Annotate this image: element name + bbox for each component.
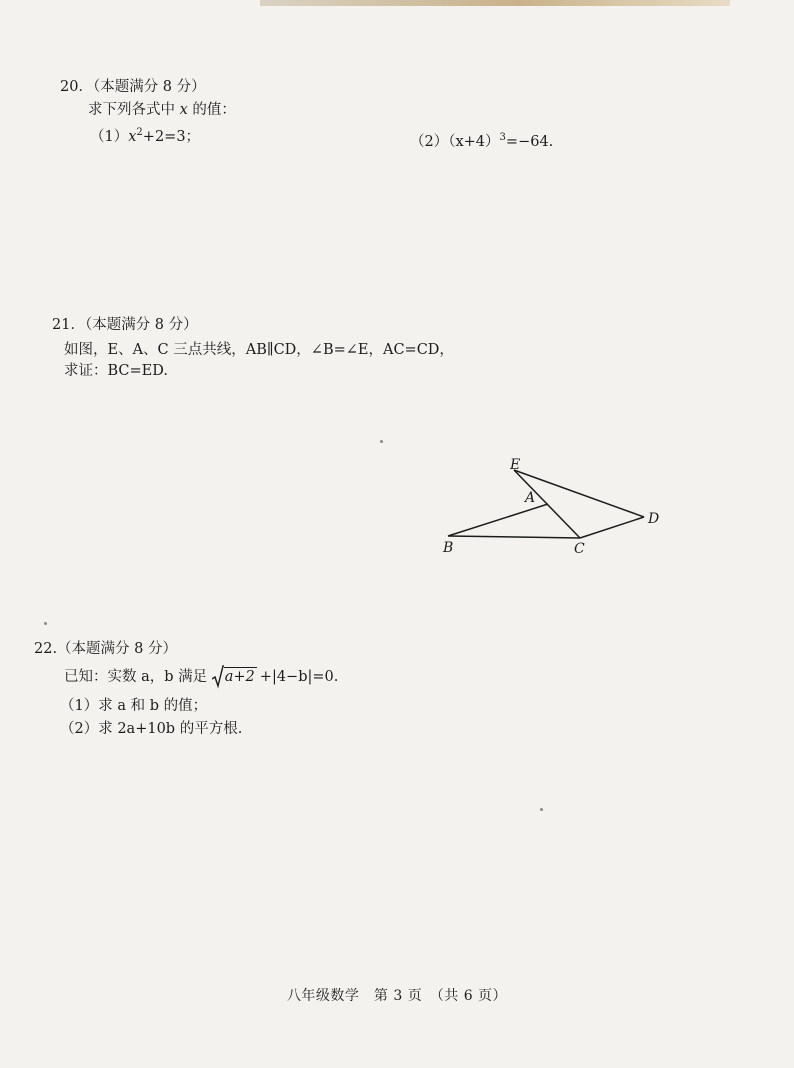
q20-header: 20．（本题满分 8 分）: [60, 79, 206, 95]
figure-lines: [448, 470, 644, 538]
q20-part2-rest: =−64.: [505, 134, 554, 150]
page-footer: 八年级数学 第 3 页 （共 6 页）: [286, 988, 508, 1004]
point-label-D: D: [648, 511, 660, 527]
scan-speck: [380, 440, 383, 443]
segment-CD: [580, 517, 644, 538]
q20-part2-base: （x+4）: [448, 134, 500, 150]
q20-prompt-var: x: [179, 102, 188, 118]
radicand: a+2: [224, 669, 255, 685]
q20-part1-exponent: 2: [136, 127, 143, 138]
q22-part2: （2）求 2a+10b 的平方根.: [60, 721, 243, 737]
point-label-B: B: [443, 540, 454, 556]
q21-line1: 如图，E、A、C 三点共线，AB∥CD，∠B=∠E，AC=CD，: [64, 342, 454, 358]
segment-BA: [448, 504, 548, 536]
q21-header: 21．（本题满分 8 分）: [52, 317, 198, 333]
q20-part1: [90, 124, 200, 146]
q21-geometry-figure: [430, 450, 690, 560]
scan-top-band: [260, 0, 730, 6]
point-label-E: E: [510, 457, 521, 473]
q20-part2-label: （2）: [410, 134, 449, 150]
q20-part2-exponent: 3: [499, 132, 506, 143]
segment-BC: [448, 536, 580, 538]
scan-speck: [44, 622, 47, 625]
q22-part1: （1）求 a 和 b 的值；: [60, 698, 208, 714]
q20-part1-x: x: [128, 129, 137, 145]
point-label-A: A: [525, 490, 536, 506]
q22-given: [64, 668, 338, 686]
radical-sign-icon: [212, 665, 224, 689]
q22-header: 22.（本题满分 8 分）: [34, 641, 178, 657]
q20-part1-label: （1）: [90, 129, 129, 145]
q22-given-post: +|4−b|=0.: [259, 669, 339, 685]
q20-prompt-post: 的值：: [192, 102, 236, 118]
q21-line2: 求证：BC=ED.: [64, 363, 168, 379]
q20-prompt: [88, 101, 236, 119]
segment-EC: [514, 470, 580, 538]
point-label-C: C: [574, 541, 585, 557]
q20-part2: [410, 129, 553, 151]
square-root: [212, 668, 257, 686]
q20-prompt-pre: 求下列各式中: [88, 102, 175, 118]
q21-figure-svg: [430, 450, 690, 560]
scan-speck: [540, 808, 543, 811]
q22-given-pre: 已知：实数 a，b 满足: [64, 669, 208, 685]
q20-part1-rest: +2=3；: [142, 129, 201, 145]
